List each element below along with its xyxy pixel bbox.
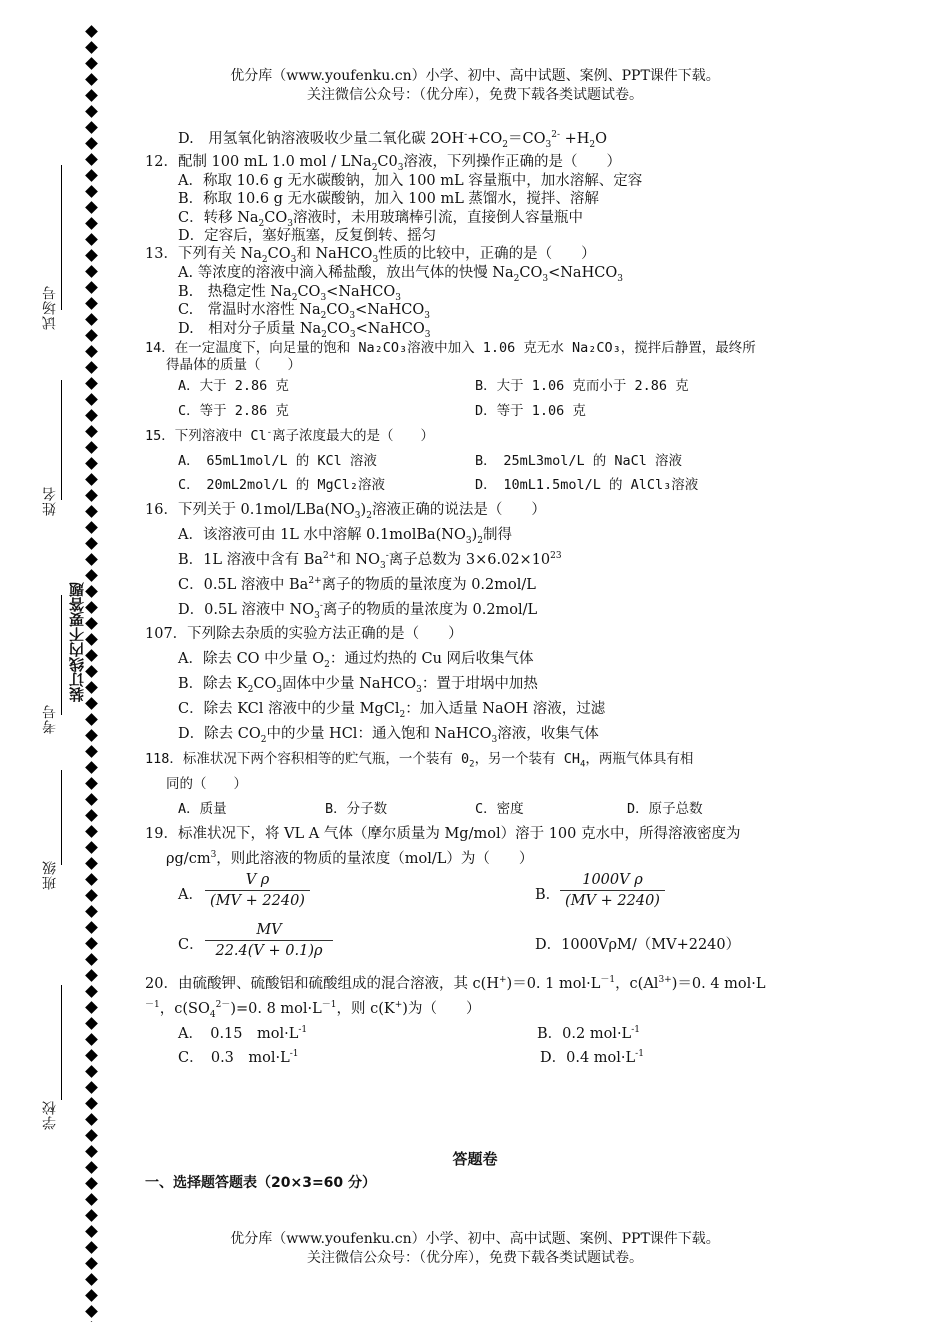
binding-diamond: [85, 825, 98, 838]
binding-diamond: [85, 793, 98, 806]
q19-option-d: D．1000VρM/（MV+2240）: [535, 937, 741, 953]
q20-option-c: C． 0.3 $mol\cdot L^{-1}$: [178, 1049, 299, 1066]
q19-option-b-fraction: [560, 872, 665, 909]
binding-diamond: [85, 521, 98, 534]
q16-option-d: D．0.5L 溶液中 $NO_3^-$离子的物质的量浓度为 0.2mol/L: [178, 601, 538, 621]
binding-diamond: [85, 441, 98, 454]
binding-diamond: [85, 841, 98, 854]
margin-label-exam-number: 考号: [42, 704, 58, 734]
q20-stem-line-1: 20．由硫酸钾、硫酸铝和硫酸组成的混合溶液，其 c(H+)＝0. 1 $mol\cdot L^{-1}$，$c(Al^{3+})=0$. 4 mol·L: [145, 975, 766, 992]
binding-diamond: [85, 121, 98, 134]
binding-diamond: [85, 729, 98, 742]
q13-stem: 13．下列有关 $Na_2CO_3$和 NaHCO$_3$性质的比较中，正确的是（ ）: [145, 246, 596, 265]
q12-option-c: C．转移 $Na_2CO_3$溶液时，未用玻璃棒引流，直接倒人容量瓶中: [178, 210, 583, 229]
binding-diamond: [85, 313, 98, 326]
q13-option-c: C. 常温时水溶性 $Na_2CO_3<NaHCO_3$: [178, 302, 430, 321]
binding-diamond: [85, 505, 98, 518]
q12-option-b: B．称取 10.6 g 无水碳酸钠，加入 100 mL 蒸馏水，搅拌、溶解: [178, 191, 599, 207]
binding-diamond: [85, 281, 98, 294]
school-underline: [61, 985, 62, 1100]
binding-diamond: [85, 473, 98, 486]
footer-line-1: 优分库（www.youfenku.cn）小学、初中、高中试题、案例、PPT课件下载。: [230, 1231, 720, 1247]
binding-diamond: [85, 169, 98, 182]
binding-diamond: [85, 1209, 98, 1222]
q20-stem-line-2: $^{-1}$，$c(SO_4^{2-})=0$. 8 $mol\cdot L^{-1}$，则 c(K+)为（ ）: [145, 1000, 481, 1020]
binding-note: 装订线内不要答题: [68, 582, 86, 702]
header-line-1: 优分库（www.youfenku.cn）小学、初中、高中试题、案例、PPT课件下载。: [230, 68, 720, 84]
binding-diamond: [85, 937, 98, 950]
binding-diamond: [85, 1289, 98, 1302]
q19-option-c-fraction: [205, 922, 333, 959]
binding-diamond: [85, 1129, 98, 1142]
binding-diamond: [85, 681, 98, 694]
q16-option-c: C．0.5L 溶液中 $Ba^{2+}$离子的物质的量浓度为 0.2mol/L: [178, 576, 536, 593]
q18-option-b: B．分子数: [325, 801, 388, 817]
q14-option-c: C．等于 2.86 克: [178, 403, 289, 419]
binding-diamond: [85, 873, 98, 886]
q17-option-c: C．除去 KCl 溶液中的少量 MgCl$_2$：加入适量 NaOH 溶液，过滤: [178, 701, 606, 720]
q19-b-numerator: 1000V ρ: [582, 872, 643, 888]
q18-stem-line-2: 同的（ ）: [166, 776, 247, 792]
binding-diamond: [85, 585, 98, 598]
q19-option-a-fraction: [205, 872, 310, 909]
binding-diamond: [85, 745, 98, 758]
margin-label-name: 姓名: [42, 486, 58, 516]
binding-diamond: [85, 921, 98, 934]
binding-diamond: [85, 1113, 98, 1126]
q14-option-b: B．大于 1.06 克而小于 2.86 克: [475, 378, 689, 394]
q19-c-numerator: MV: [256, 922, 282, 938]
q11-option-d: D. 用氢氧化钠溶液吸收少量二氧化碳 $2OH^-+CO_2=CO_3^{2-} +H_2O$: [178, 130, 608, 150]
binding-diamond: [85, 137, 98, 150]
binding-diamond: [85, 345, 98, 358]
binding-diamond: [85, 1065, 98, 1078]
q14-stem-line-1: 14．在一定温度下，向足量的饱和 Na₂CO₃溶液中加入 1.06 克无水 Na₂CO₃，搅拌后静置，最终所: [145, 340, 756, 356]
binding-diamond: [85, 265, 98, 278]
binding-diamond: [85, 1273, 98, 1286]
q19-a-numerator: V ρ: [245, 872, 270, 888]
q19-option-b-label: B．: [535, 887, 561, 903]
q19-stem-line-1: 19．标准状况下，将 VL A 气体（摩尔质量为 Mg/mol）溶于 100 克水中，所得溶液密度为: [145, 826, 741, 842]
binding-diamond: [85, 1001, 98, 1014]
exam-number-underline: [61, 595, 62, 715]
q15-option-a: A． 65mL1mol/L 的 KCl 溶液: [178, 453, 377, 469]
q16-stem: 16．下列关于 $0.1mol/LBa(NO_3)_2$溶液正确的说法是（ ）: [145, 502, 546, 521]
q12-stem: 12．配制 100 mL 1.0 mol / $LNa_2C0_3$溶液，下列操作正确的是（ ）: [145, 154, 621, 173]
binding-diamond: [85, 569, 98, 582]
footer-line-2: 关注微信公众号：（优分库），免费下载各类试题试卷。: [307, 1250, 643, 1266]
q20-option-a: A． 0.15 $mol\cdot L^{-1}$: [178, 1025, 308, 1042]
q12-option-d: D．定容后，塞好瓶塞，反复倒转、摇匀: [178, 228, 437, 244]
binding-diamond: [85, 761, 98, 774]
binding-diamond: [85, 1081, 98, 1094]
binding-diamond: [85, 969, 98, 982]
header-line-2: 关注微信公众号：（优分库），免费下载各类试题试卷。: [307, 87, 643, 103]
answer-section-1-title: 一、选择题答题表（20×3=60 分）: [145, 1175, 377, 1191]
binding-diamond: [85, 1193, 98, 1206]
binding-diamond: [85, 297, 98, 310]
q12-option-a: A．称取 10.6 g 无水碳酸钠，加入 100 mL 容量瓶中，加水溶解、定容: [178, 173, 643, 189]
binding-diamond: [85, 249, 98, 262]
q20-option-b: B．0.2 $mol\cdot L^{-1}$: [537, 1025, 640, 1042]
q17-stem: 107．下列除去杂质的实验方法正确的是（ ）: [145, 626, 463, 642]
binding-diamond: [85, 553, 98, 566]
margin-label-exam-room: 试场号: [42, 285, 58, 330]
q17-option-d: D．除去 $CO_2$中的少量 HCl：通入饱和 NaHCO$_3$溶液，收集气体: [178, 726, 599, 745]
binding-diamond: [85, 697, 98, 710]
q19-stem-line-2: $\rho g/cm^3$，则此溶液的物质的量浓度（mol/L）为（ ）: [166, 850, 534, 867]
binding-diamond: [85, 457, 98, 470]
binding-diamond: [85, 857, 98, 870]
margin-label-school: 学校: [42, 1100, 58, 1130]
q14-stem-line-2: 得晶体的质量（ ）: [166, 357, 301, 373]
binding-diamond: [85, 409, 98, 422]
q14-option-d: D．等于 1.06 克: [475, 403, 586, 419]
kaochang-underline: [61, 165, 62, 310]
q14-option-a: A．大于 2.86 克: [178, 378, 289, 394]
binding-diamond: [85, 329, 98, 342]
binding-diamond: [85, 601, 98, 614]
binding-diamond: [85, 377, 98, 390]
q15-option-d: D． 10mL1.5mol/L 的 AlCl₃溶液: [475, 477, 699, 493]
binding-diamond: [85, 1033, 98, 1046]
name-underline: [61, 380, 62, 500]
binding-diamond: [85, 1321, 98, 1322]
binding-diamond: [85, 25, 98, 38]
binding-diamond: [85, 201, 98, 214]
q15-option-c: C． 20mL2mol/L 的 MgCl₂溶液: [178, 477, 386, 493]
binding-diamond: [85, 41, 98, 54]
binding-diamond: [85, 185, 98, 198]
binding-diamond: [85, 1177, 98, 1190]
binding-diamond: [85, 489, 98, 502]
q16-option-b: B．1L 溶液中含有 $Ba^{2+}$和 $NO_3^-$离子总数为 $3\times 6.02\times 10^{23}$: [178, 551, 562, 571]
binding-diamond: [85, 425, 98, 438]
binding-diamond: [85, 777, 98, 790]
q15-stem: 15．下列溶液中 Cl-离子浓度最大的是（ ）: [145, 427, 435, 444]
q13-option-d: D. 相对分子质量 $Na_2CO_3<NaHCO_3$: [178, 321, 431, 340]
class-underline: [61, 770, 62, 865]
binding-diamond: [85, 617, 98, 630]
binding-diamond: [85, 889, 98, 902]
q18-option-c: C．密度: [475, 801, 524, 817]
q18-stem-line-1: 118．标准状况下两个容积相等的贮气瓶，一个装有 $0_2$，另一个装有 $CH_4$，两瓶气体具有相: [145, 751, 694, 770]
binding-diamond: [85, 633, 98, 646]
binding-diamond: [85, 1097, 98, 1110]
q17-option-b: B．除去 $K_2CO_3$固体中少量 NaHCO$_3$：置于坩埚中加热: [178, 676, 538, 695]
binding-diamond: [85, 105, 98, 118]
binding-diamond: [85, 1049, 98, 1062]
binding-diamond: [85, 361, 98, 374]
binding-diamond: [85, 649, 98, 662]
q19-b-denominator: (MV + 2240): [560, 890, 665, 909]
q19-c-denominator: 22.4(V + 0.1)ρ: [205, 940, 333, 959]
margin-label-class: 班级: [42, 860, 58, 890]
q16-option-a: A．该溶液可由 1L 水中溶解 $0.1molBa(NO_3)_2$制得: [178, 527, 513, 546]
q15-option-b: B． 25mL3mol/L 的 NaCl 溶液: [475, 453, 683, 469]
q17-option-a: A．除去 CO 中少量 $O_2$：通过灼热的 Cu 网后收集气体: [178, 651, 534, 670]
q13-option-b: B. 热稳定性 $Na_2CO_3<NaHCO_3$: [178, 284, 402, 303]
q18-option-d: D．原子总数: [627, 801, 703, 817]
q13-option-a: A. 等浓度的溶液中滴入稀盐酸，放出气体的快慢 $Na_2CO_3<NaHCO_3$: [178, 265, 623, 284]
q20-option-d: D．0.4 $mol\cdot L^{-1}$: [540, 1049, 644, 1066]
binding-diamond: [85, 217, 98, 230]
binding-diamond: [85, 713, 98, 726]
binding-diamond: [85, 153, 98, 166]
q19-a-denominator: (MV + 2240): [205, 890, 310, 909]
binding-diamond: [85, 985, 98, 998]
binding-diamond: [85, 809, 98, 822]
binding-diamond: [85, 393, 98, 406]
binding-diamond: [85, 233, 98, 246]
q19-option-a-label: A．: [178, 887, 203, 903]
binding-diamond: [85, 665, 98, 678]
binding-diamond: [85, 537, 98, 550]
q19-option-c-label: C．: [178, 937, 204, 953]
binding-diamond: [85, 905, 98, 918]
binding-diamond: [85, 1305, 98, 1318]
q18-option-a: A．质量: [178, 801, 227, 817]
binding-diamond: [85, 1017, 98, 1030]
answer-sheet-title: 答题卷: [452, 1150, 498, 1168]
binding-diamond: [85, 953, 98, 966]
